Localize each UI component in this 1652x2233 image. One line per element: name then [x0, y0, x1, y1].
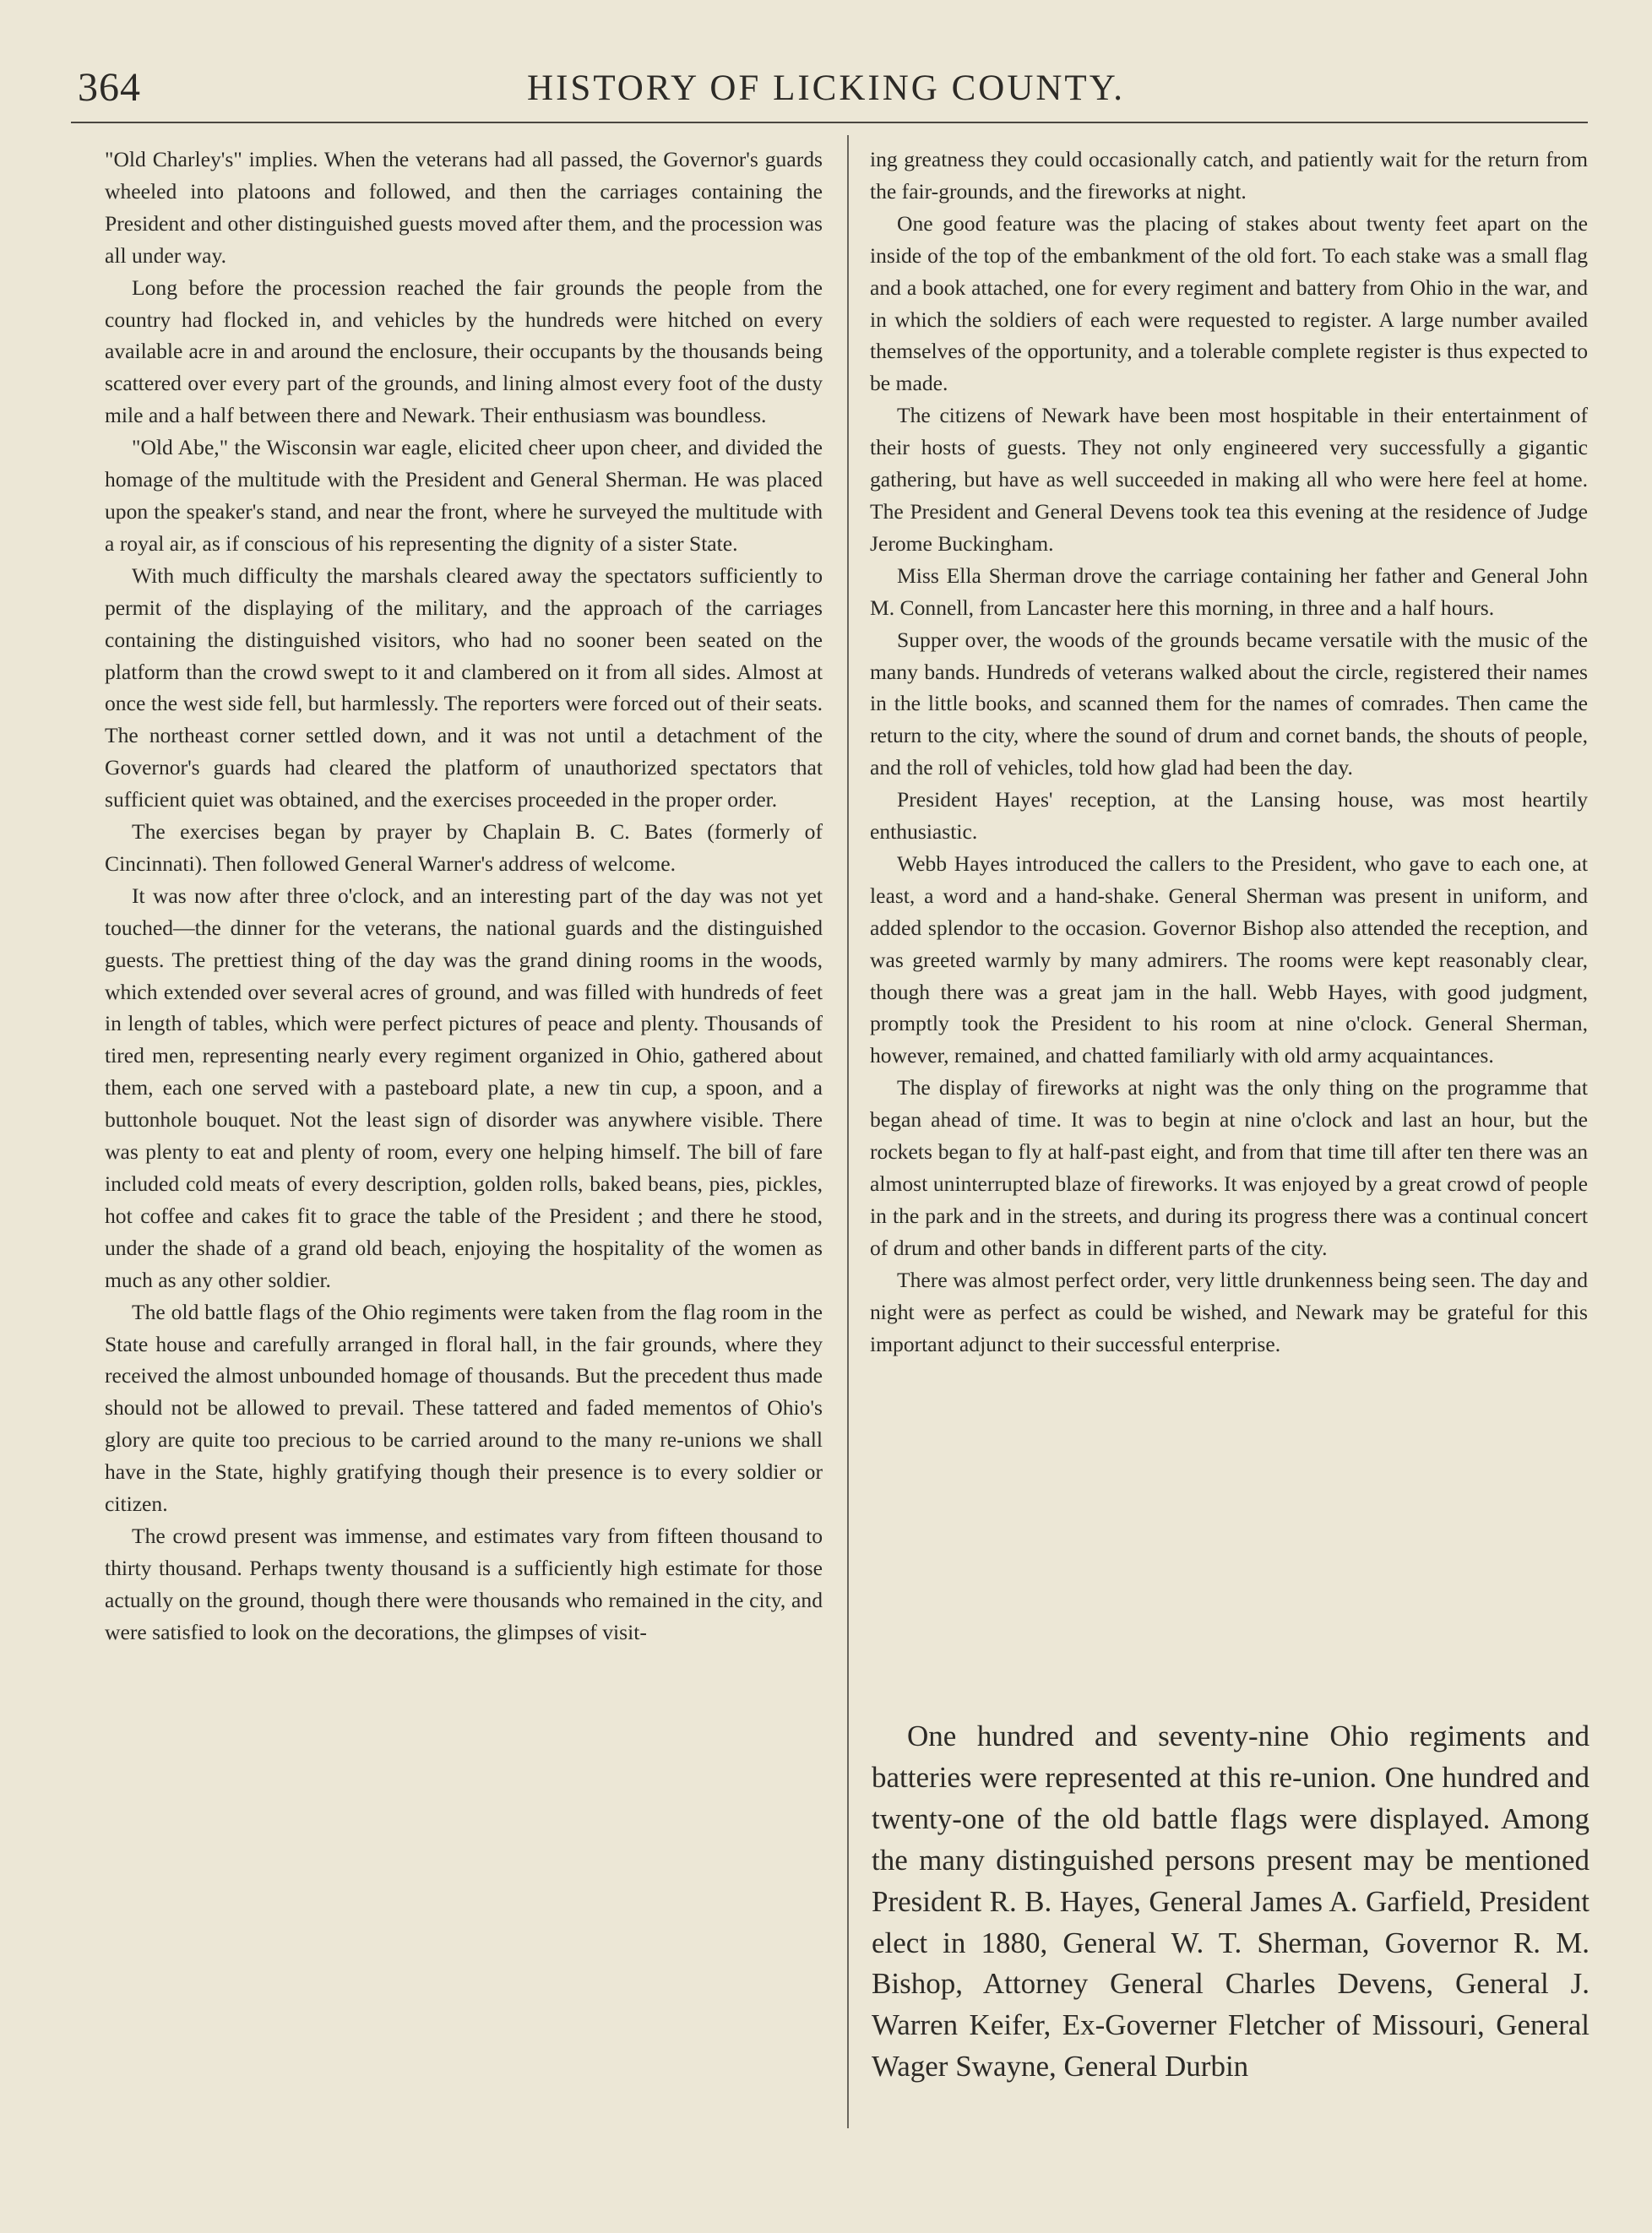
- paragraph: The exercises began by prayer by Chaplain B. C. Bates (formerly of Cincinnati). Then followed General Warner's address of welcome.: [105, 819, 823, 876]
- paragraph: Webb Hayes introduced the callers to the President, who gave to each one, at least, a word and a hand-shake. General Sherman was present in uniform, and added splendor to the occasion. Governor Bishop also attended the reception, and was greeted warmly by many admirers. The rooms were kept reasonably clear, though there was a great jam in the hall. Webb Hayes, with good judgment, promptly took the President to his room at nine o'clock. General Sherman, however, remained, and chatted familiarly with old army acquaintances.: [870, 850, 1588, 1068]
- column-divider: [847, 135, 849, 2128]
- paragraph: ing greatness they could occasionally catch, and patiently wait for the return from the fair-grounds, and the fireworks at night.: [870, 147, 1588, 204]
- header-rule: [71, 122, 1588, 123]
- summary-paragraph: One hundred and seventy-nine Ohio regiments and batteries were represented at this re-union. One hundred and twenty-one of the old battle flags were displayed. Among the many distinguished persons present may be mentioned President R. B. Hayes, General James A. Garfield, President elect in 1880, General W. T. Sherman, Governor R. M. Bishop, Attorney General Charles Devens, General J. Warren Keifer, Ex-Governer Fletcher of Missouri, General Wager Swayne, General Durbin: [872, 1720, 1590, 2084]
- paragraph: Miss Ella Sherman drove the carriage containing her father and General John M. Connell, from Lancaster here this morning, in three and a half hours.: [870, 562, 1588, 620]
- paragraph: Long before the procession reached the fair grounds the people from the country had flocked in, and vehicles by the hundreds were hitched on every available acre in and around the enclosure, their occupants by the thousands being scattered over every part of the grounds, and lining almost every foot of the dusty mile and a half between there and Newark. Their enthusiasm was boundless.: [105, 274, 823, 428]
- paragraph: The display of fireworks at night was the only thing on the programme that began ahead of time. It was to begin at nine o'clock and last an hour, but the rockets began to fly at half-past eight, and from that time till after ten there was an almost uninterrupted blaze of fireworks. It was enjoyed by a great crowd of people in the park and in the streets, and during its progress there was a continual concert of drum and other bands in different parts of the city.: [870, 1075, 1588, 1260]
- paragraph: Supper over, the woods of the grounds became versatile with the music of the many bands. Hundreds of veterans walked about the circle, registered their names in the little books, and scanned them for the names of comrades. Then came the return to the city, where the sound of drum and cornet bands, the shouts of people, and the roll of vehicles, told how glad had been the day.: [870, 627, 1588, 780]
- paragraph: It was now after three o'clock, and an interesting part of the day was not yet touched—the dinner for the veterans, the national guards and the distinguished guests. The prettiest thing of the day was the grand dining rooms in the woods, which extended over several acres of ground, and was filled with hundreds of feet in length of tables, which were perfect pictures of peace and plenty. Thousands of tired men, representing nearly every regiment organized in Ohio, gathered about them, each one served with a pasteboard plate, a new tin cup, a spoon, and a buttonhole bouquet. Not the least sign of disorder was anywhere visible. There was plenty to eat and plenty of room, every one helping himself. The bill of fare included cold meats of every description, golden rolls, baked beans, pies, pickles, hot coffee and cakes fit to grace the table of the President ; and there he stood, under the shade of a grand old beach, enjoying the hospitality of the women as much as any other soldier.: [105, 883, 823, 1292]
- paragraph: The old battle flags of the Ohio regiments were taken from the flag room in the State house and carefully arranged in floral hall, in the fair grounds, where they received the almost unbounded homage of thousands. But the precedent thus made should not be allowed to prevail. These tattered and faded mementos of Ohio's glory are quite too precious to be carried around to the many re-unions we shall have in the State, highly gratifying though their presence is to every soldier or citizen.: [105, 1299, 823, 1517]
- paragraph: "Old Charley's" implies. When the veterans had all passed, the Governor's guards wheeled into platoons and followed, and then the carriages containing the President and other distinguished guests moved after them, and the procession was all under way.: [105, 147, 823, 268]
- paragraph: The crowd present was immense, and estimates vary from fifteen thousand to thirty thousand. Perhaps twenty thousand is a sufficiently high estimate for those actually on the ground, though there were thousands who remained in the city, and were satisfied to look on the decorations, the glimpses of visit-: [105, 1523, 823, 1644]
- page-number: 364: [78, 65, 141, 110]
- right-column: [870, 144, 1588, 1360]
- paragraph: One good feature was the placing of stakes about twenty feet apart on the inside of the top of the embankment of the old fort. To each stake was a small flag and a book attached, one for every regiment and battery from Ohio in the war, and in which the soldiers of each were requested to register. A large number availed themselves of the opportunity, and a tolerable complete register is thus expected to be made.: [870, 210, 1588, 396]
- paragraph: President Hayes' reception, at the Lansing house, was most heartily enthusiastic.: [870, 787, 1588, 845]
- paragraph: The citizens of Newark have been most hospitable in their entertainment of their hosts of guests. They not only engineered very successfully a gigantic gathering, but have as well succeeded in making all who were here feel at home. The President and General Devens took tea this evening at the residence of Judge Jerome Buckingham.: [870, 403, 1588, 556]
- running-head: HISTORY OF LICKING COUNTY.: [527, 68, 1125, 108]
- paragraph: There was almost perfect order, very little drunkenness being seen. The day and night were as perfect as could be wished, and Newark may be grateful for this important adjunct to their successful enterprise.: [870, 1267, 1588, 1356]
- paragraph: "Old Abe," the Wisconsin war eagle, elicited cheer upon cheer, and divided the homage of the multitude with the President and General Sherman. He was placed upon the speaker's stand, and near the front, where he surveyed the multitude with a royal air, as if conscious of his representing the dignity of a sister State.: [105, 435, 823, 556]
- paragraph: With much difficulty the marshals cleared away the spectators sufficiently to permit of the displaying of the military, and the approach of the carriages containing the distinguished visitors, who had no sooner been seated on the platform than the crowd swept to it and clambered on it from all sides. Almost at once the west side fell, but harmlessly. The reporters were forced out of their seats. The northeast corner settled down, and it was not until a detachment of the Governor's guards had cleared the platform of unauthorized spectators that sufficient quiet was obtained, and the exercises proceeded in the proper order.: [105, 562, 823, 812]
- left-column: [105, 144, 823, 1649]
